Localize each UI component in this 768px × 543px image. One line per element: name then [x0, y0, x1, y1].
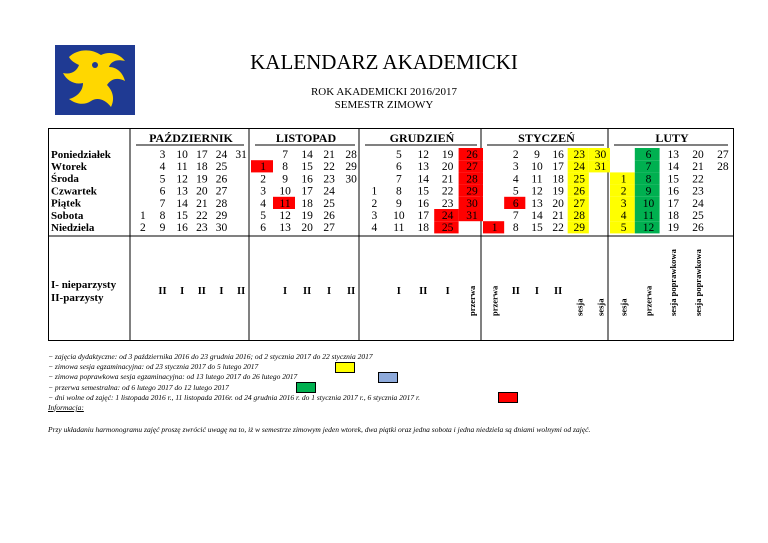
day-number: 2 [620, 185, 627, 198]
day-number: 17 [196, 149, 208, 162]
week-type-label: II [158, 286, 167, 297]
day-number: 14 [417, 173, 429, 186]
day-number: 29 [466, 185, 478, 198]
day-number: 13 [531, 197, 543, 210]
day-number: 25 [441, 222, 454, 235]
day-number: 28 [573, 210, 586, 223]
day-number: 28 [466, 173, 478, 186]
day-number: 3 [512, 161, 519, 174]
day-number: 19 [667, 222, 679, 235]
week-type-label-vertical: sesja poprawkowa [668, 249, 679, 316]
academic-year-subtitle: ROK AKADEMICKI 2016/2017 [310, 86, 458, 98]
week-type-label: II [419, 286, 428, 297]
calendar-grid [48, 128, 734, 341]
day-number: 8 [282, 161, 288, 174]
day-number: 6 [395, 161, 402, 174]
day-number: 10 [176, 149, 188, 162]
day-number: 15 [417, 185, 429, 198]
day-number: 7 [645, 161, 652, 174]
day-number: 28 [215, 197, 228, 210]
weekday-label: Sobota [51, 209, 84, 222]
day-number: 18 [667, 210, 679, 223]
day-number: 6 [159, 185, 166, 198]
day-number: 29 [573, 222, 586, 235]
week-type-label-vertical: przerwa [643, 285, 654, 316]
weekday-label: Poniedziałek [51, 148, 111, 161]
day-number: 5 [395, 149, 402, 162]
day-number: 12 [176, 173, 188, 186]
week-type-label: I [445, 286, 450, 297]
day-number: 18 [301, 197, 313, 210]
day-number: 16 [176, 222, 188, 235]
day-number: 2 [139, 222, 146, 235]
month-header: PAŹDZIERNIK [149, 131, 233, 145]
day-number: 14 [667, 161, 679, 174]
month-header: LISTOPAD [275, 131, 337, 145]
day-number: 23 [196, 222, 208, 235]
day-number: 30 [466, 197, 478, 210]
scheduling-note: Przy układaniu harmonogramu zajęć proszę zwrócić uwagę na to, iż w semestrze zimowym jeden wtorek, dwa piątki oraz jedna sobota i jedna niedziela są dniami wolnymi od zajęć. [48, 425, 591, 434]
day-number: 22 [323, 161, 335, 174]
week-type-label: I [396, 286, 401, 297]
weekday-label: Środa [51, 173, 79, 186]
legend-item-teaching: − zajęcia dydaktyczne: od 3 października 2016 do 23 grudnia 2016; od 2 stycznia 2017 do 22 stycznia 2017 [48, 352, 373, 361]
day-number: 3 [159, 149, 166, 162]
day-number: 11 [393, 222, 405, 235]
day-number: 27 [215, 185, 228, 198]
day-number: 5 [512, 185, 519, 198]
day-number: 10 [531, 161, 543, 174]
week-type-legend-label: II-parzysty [51, 292, 104, 304]
day-number: 12 [642, 222, 655, 235]
day-number: 15 [301, 161, 313, 174]
day-number: 31 [466, 210, 478, 223]
day-number: 19 [301, 210, 313, 223]
day-number: 27 [717, 149, 729, 162]
day-number: 9 [159, 222, 166, 235]
day-number: 8 [645, 173, 652, 186]
legend-swatch-red [498, 392, 518, 403]
day-number: 2 [260, 173, 266, 186]
day-number: 22 [552, 222, 564, 235]
day-number: 19 [196, 173, 208, 186]
semester-subtitle: SEMESTR ZIMOWY [334, 99, 434, 111]
week-type-label: II [303, 286, 312, 297]
day-number: 21 [552, 210, 564, 223]
day-number: 17 [552, 161, 564, 174]
day-number: 9 [282, 173, 288, 186]
day-number: 22 [441, 185, 454, 198]
day-number: 20 [692, 149, 704, 162]
day-number: 16 [667, 185, 679, 198]
day-number: 19 [441, 149, 454, 162]
legend-swatch-blue [378, 372, 398, 383]
day-number: 23 [692, 185, 704, 198]
day-number: 15 [667, 173, 679, 186]
day-number: 17 [667, 197, 679, 210]
day-number: 26 [323, 210, 335, 223]
day-number: 17 [417, 210, 429, 223]
day-number: 9 [534, 149, 540, 162]
day-number: 29 [345, 161, 357, 174]
day-number: 1 [139, 210, 146, 223]
day-number: 30 [345, 173, 357, 186]
day-number: 16 [552, 149, 564, 162]
day-number: 20 [552, 197, 564, 210]
weekday-label: Wtorek [51, 160, 87, 173]
day-number: 1 [371, 185, 378, 198]
day-number: 10 [393, 210, 405, 223]
month-header: STYCZEŃ [518, 131, 575, 145]
week-type-label-vertical: sesja [574, 298, 585, 316]
day-number: 25 [323, 197, 335, 210]
legend-header: Informacja: [48, 403, 84, 413]
day-number: 6 [645, 149, 652, 162]
day-number: 7 [282, 149, 288, 162]
day-number: 16 [417, 197, 429, 210]
legend [48, 352, 420, 413]
day-number: 22 [692, 173, 704, 186]
day-number: 25 [573, 173, 586, 186]
day-number: 28 [345, 149, 357, 162]
month-header: GRUDZIEŃ [389, 131, 455, 145]
day-number: 13 [279, 222, 291, 235]
day-number: 18 [552, 173, 564, 186]
calendar-border [49, 129, 734, 341]
day-number: 21 [323, 149, 335, 162]
week-type-label-vertical: sesja [595, 298, 606, 316]
day-number: 23 [573, 149, 586, 162]
week-type-label: II [197, 286, 206, 297]
day-number: 24 [573, 161, 586, 174]
day-number: 22 [196, 210, 208, 223]
day-number: 3 [260, 185, 266, 198]
day-number: 20 [196, 185, 208, 198]
weekday-label: Piątek [51, 197, 81, 210]
day-number: 26 [692, 222, 704, 235]
day-number: 12 [279, 210, 291, 223]
day-number: 14 [176, 197, 188, 210]
day-number: 5 [620, 222, 627, 235]
day-number: 4 [620, 210, 627, 223]
month-header: LUTY [655, 131, 689, 145]
day-number: 7 [159, 197, 166, 210]
day-number: 4 [159, 161, 166, 174]
day-number: 13 [667, 149, 679, 162]
day-number: 4 [260, 197, 266, 210]
day-number: 25 [692, 210, 704, 223]
day-number: 20 [301, 222, 313, 235]
day-number: 14 [531, 210, 543, 223]
legend-item-retake-session: − zimowa poprawkowa sesja egzaminacyjna: od 13 lutego 2017 do 26 lutego 2017 [48, 372, 298, 382]
day-number: 14 [301, 149, 313, 162]
day-number: 24 [441, 210, 454, 223]
day-number: 30 [215, 222, 228, 235]
day-number: 1 [260, 161, 266, 174]
day-number: 18 [417, 222, 429, 235]
legend-item-days-off: − dni wolne od zajęć: 1 listopada 2016 r., 11 listopada 2016r. od 24 grudnia 2016 r. do 1 stycznia 2017 r., 6 stycznia 2017 r. [48, 392, 421, 402]
day-number: 26 [466, 149, 478, 162]
day-number: 30 [594, 149, 607, 162]
day-number: 27 [466, 161, 478, 174]
day-number: 23 [441, 197, 454, 210]
day-number: 18 [196, 161, 208, 174]
legend-swatch-yellow [335, 362, 355, 373]
day-number: 21 [441, 173, 454, 186]
day-number: 21 [692, 161, 704, 174]
day-number: 2 [512, 149, 519, 162]
week-type-legend-label: I- nieparzysty [51, 279, 117, 291]
day-number: 4 [512, 173, 519, 186]
day-number: 26 [573, 185, 586, 198]
day-number: 12 [417, 149, 429, 162]
day-number: 12 [531, 185, 543, 198]
day-number: 24 [215, 149, 228, 162]
weekday-label: Czwartek [51, 185, 97, 198]
day-number: 20 [441, 161, 454, 174]
week-type-label-vertical: przerwa [467, 285, 478, 316]
day-number: 6 [260, 222, 266, 235]
week-type-label-vertical: sesja [618, 298, 629, 316]
week-type-label: I [180, 286, 185, 297]
day-number: 13 [176, 185, 188, 198]
day-number: 10 [279, 185, 291, 198]
day-number: 10 [642, 197, 655, 210]
day-number: 5 [159, 173, 166, 186]
day-number: 2 [371, 197, 378, 210]
week-type-label: I [219, 286, 224, 297]
week-type-label: I [327, 286, 332, 297]
day-number: 27 [323, 222, 335, 235]
day-number: 15 [176, 210, 188, 223]
day-number: 31 [235, 149, 247, 162]
day-number: 7 [395, 173, 402, 186]
day-number: 23 [323, 173, 335, 186]
week-type-label: II [554, 286, 563, 297]
day-number: 29 [215, 210, 228, 223]
day-number: 3 [620, 197, 627, 210]
day-number: 15 [531, 222, 543, 235]
week-type-label: II [511, 286, 520, 297]
day-number: 11 [279, 197, 291, 210]
day-number: 11 [176, 161, 188, 174]
day-number: 6 [512, 197, 519, 210]
day-number: 13 [417, 161, 429, 174]
day-number: 9 [645, 185, 652, 198]
day-number: 11 [531, 173, 543, 186]
legend-item-exam-session: − zimowa sesja egzaminacyjna: od 23 stycznia 2017 do 5 lutego 2017 [48, 362, 259, 372]
legend-swatch-green [296, 382, 316, 393]
page-title: KALENDARZ AKADEMICKI [250, 50, 518, 74]
day-number: 27 [573, 197, 586, 210]
day-number: 1 [620, 173, 627, 186]
day-number: 24 [323, 185, 335, 198]
week-type-label: I [534, 286, 540, 297]
day-number: 31 [594, 161, 607, 174]
day-number: 7 [512, 210, 519, 223]
day-number: 16 [301, 173, 313, 186]
day-number: 8 [159, 210, 166, 223]
day-number: 1 [491, 222, 498, 235]
day-number: 4 [371, 222, 378, 235]
week-type-label-vertical: sesja poprawkowa [693, 249, 704, 316]
week-type-label: II [347, 286, 356, 297]
day-number: 11 [642, 210, 654, 223]
day-number: 21 [196, 197, 208, 210]
week-type-label: II [237, 286, 246, 297]
day-number: 17 [301, 185, 313, 198]
day-number: 26 [215, 173, 228, 186]
day-number: 25 [215, 161, 228, 174]
week-type-label-vertical: przerwa [489, 285, 500, 316]
weekday-label: Niedziela [51, 221, 95, 234]
day-number: 5 [260, 210, 266, 223]
day-number: 8 [512, 222, 519, 235]
week-type-label: I [283, 286, 288, 297]
day-number: 24 [692, 197, 704, 210]
day-number: 19 [552, 185, 564, 198]
day-number: 28 [717, 161, 729, 174]
legend-item-semester-break: − przerwa semestralna: od 6 lutego 2017 do 12 lutego 2017 [48, 382, 229, 392]
day-number: 8 [395, 185, 402, 198]
day-number: 9 [395, 197, 402, 210]
day-number: 3 [371, 210, 378, 223]
